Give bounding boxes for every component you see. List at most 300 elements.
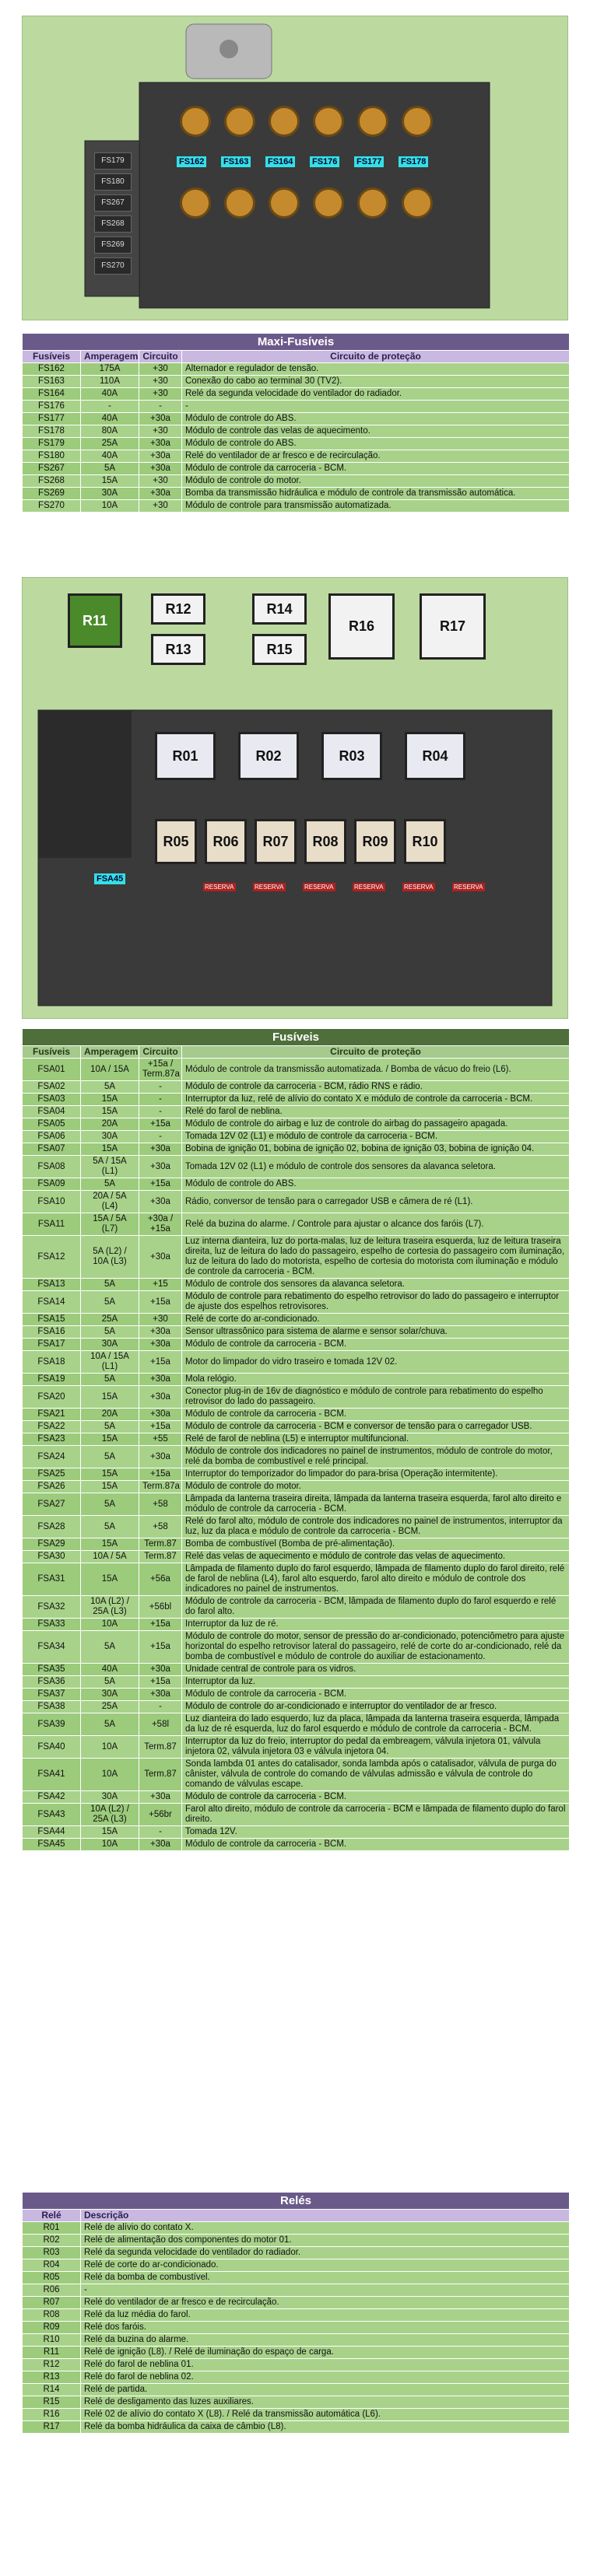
table-cell: +30a [139, 463, 182, 475]
table-cell: FSA22 [23, 1421, 81, 1433]
table-row [23, 1314, 570, 1326]
small-fuse-label: FS180 [94, 173, 132, 191]
relay-r07: R07 [255, 819, 297, 864]
table-cell: R10 [23, 2334, 81, 2347]
table-cell: +30a [139, 1446, 182, 1468]
table-row [23, 1178, 570, 1191]
table-cell: 5A [81, 1421, 139, 1433]
table-cell: +15a [139, 1631, 182, 1664]
relay-r17: R17 [420, 593, 486, 660]
table-cell: +30a [139, 1689, 182, 1701]
maxi-fuse-bolt-icon [402, 106, 433, 137]
table-row [23, 413, 570, 425]
table-row [23, 1538, 570, 1551]
table-cell: FSA13 [23, 1279, 81, 1291]
table-cell: Luz interna dianteira, luz do porta-malas, luz de leitura traseira esquerda, luz de leitura traseira direita, luz de leitura do lado do passageiro, espelho de cortesia do passageiro com iluminação, luz de leitura do lado do motorista, espelho de cortesia do motorista com iluminação e módulo de controle da carroceria - BCM. [182, 1236, 570, 1279]
table-cell: +15a [139, 1351, 182, 1374]
relay-r15: R15 [252, 634, 307, 665]
table-cell: 10A / 5A [81, 1551, 139, 1563]
col-header: Circuito de proteção [182, 351, 570, 363]
table-cell: +30a [139, 1664, 182, 1676]
relay-r16: R16 [328, 593, 395, 660]
table-row [23, 1516, 570, 1538]
table-cell: 40A [81, 388, 139, 401]
maxi-fuse-bolt-icon [224, 106, 255, 137]
table-row [23, 1118, 570, 1131]
table-cell: FSA01 [23, 1059, 81, 1081]
table-cell: R05 [23, 2272, 81, 2284]
table-row [23, 2259, 570, 2272]
table-row [23, 500, 570, 513]
table-cell: +30a [139, 1409, 182, 1421]
table-cell: Módulo de controle da carroceria - BCM. [182, 1689, 570, 1701]
table-cell: FS162 [23, 363, 81, 376]
table-cell: 5A [81, 463, 139, 475]
table-cell: 5A [81, 1291, 139, 1314]
reserva-label: RESERVA [454, 884, 483, 891]
table-cell: +30a [139, 1374, 182, 1386]
table-cell: Módulo de controle dos indicadores no painel de instrumentos, módulo de controle do motor, relé da bomba de combustível e relé principal. [182, 1446, 570, 1468]
table-cell: 10A [81, 1736, 139, 1759]
table-cell: - [139, 1701, 182, 1713]
table-row [23, 2222, 570, 2235]
maxi-fuse-bolt-icon [269, 106, 300, 137]
table-cell: FSA12 [23, 1236, 81, 1279]
table-row [23, 1339, 570, 1351]
table-cell: Interruptor da luz do freio, interruptor do pedal da embreagem, válvula injetora 01, válvula injetora 02, válvula injetora 03 e válvula injetora 04. [182, 1736, 570, 1759]
relay-r04: R04 [405, 732, 465, 780]
maxi-fuse-bolt-icon [180, 106, 211, 137]
table-cell: +56br [139, 1804, 182, 1826]
small-fuse-label: FS270 [94, 257, 132, 275]
table-cell: Relé das velas de aquecimento e módulo de controle das velas de aquecimento. [182, 1551, 570, 1563]
table-cell: R11 [23, 2347, 81, 2359]
table-cell: +56bl [139, 1596, 182, 1619]
table-cell: +15a [139, 1118, 182, 1131]
table-cell: R04 [23, 2259, 81, 2272]
table-cell: - [182, 401, 570, 413]
table-cell: Módulo de controle do motor. [182, 1481, 570, 1493]
table-cell: +30a [139, 1791, 182, 1804]
table-cell: 10A (L2) / 25A (L3) [81, 1596, 139, 1619]
table-cell: Tomada 12V 02 (L1) e módulo de controle da carroceria - BCM. [182, 1131, 570, 1143]
col-header: Amperagem [81, 1046, 139, 1059]
table-cell: 5A [81, 1446, 139, 1468]
fuses-table [22, 1028, 570, 1851]
table-cell: 10A / 15A [81, 1059, 139, 1081]
table-cell: 15A / 5A (L7) [81, 1213, 139, 1236]
table-row [23, 1468, 570, 1481]
table-cell: 5A [81, 1279, 139, 1291]
col-header: Fusíveis [23, 1046, 81, 1059]
table-cell: 30A [81, 1339, 139, 1351]
table-cell: 5A [81, 1676, 139, 1689]
table-cell: 10A [81, 1759, 139, 1791]
table-row [23, 2334, 570, 2347]
maxi-fuse-bolt-icon [313, 187, 344, 219]
relays-table-title: Relés [23, 2193, 570, 2210]
table-cell: 5A / 15A (L1) [81, 1156, 139, 1178]
table-row [23, 1619, 570, 1631]
table-row [23, 1236, 570, 1279]
table-cell: - [81, 2284, 570, 2297]
table-cell: +30 [139, 376, 182, 388]
table-row [23, 1551, 570, 1563]
table-cell: Relé de alimentação dos componentes do motor 01. [81, 2235, 570, 2247]
table-cell: - [139, 1131, 182, 1143]
table-cell: FSA17 [23, 1339, 81, 1351]
table-cell: Relé do farol alto, módulo de controle dos indicadores no painel de instrumentos, interruptor da luz, luz da placa e módulo de controle da carroceria - BCM. [182, 1516, 570, 1538]
relay-r02: R02 [238, 732, 299, 780]
table-cell: 15A [81, 1143, 139, 1156]
table-cell: FSA44 [23, 1826, 81, 1839]
table-cell: +30a [139, 1156, 182, 1178]
relay-r01: R01 [155, 732, 216, 780]
table-cell: Sonda lambda 01 antes do catalisador, sonda lambda após o catalisador, válvula de purga do cânister, válvula de controle do comando de válvulas admissão e válvula de controle do comando de válvulas escape. [182, 1759, 570, 1791]
table-cell: Motor do limpador do vidro traseiro e tomada 12V 02. [182, 1351, 570, 1374]
table-cell: Módulo de controle para transmissão automatizada. [182, 500, 570, 513]
table-cell: 80A [81, 425, 139, 438]
table-row [23, 401, 570, 413]
table-cell: Módulo de controle do ABS. [182, 1178, 570, 1191]
table-cell: +30a [139, 1143, 182, 1156]
table-cell: 15A [81, 1106, 139, 1118]
table-cell: Módulo de controle do ABS. [182, 413, 570, 425]
reserva-label: RESERVA [354, 884, 384, 891]
table-cell: FSA14 [23, 1291, 81, 1314]
table-row [23, 2309, 570, 2322]
table-cell: 20A / 5A (L4) [81, 1191, 139, 1213]
table-cell: Tomada 12V 02 (L1) e módulo de controle dos sensores da alavanca seletora. [182, 1156, 570, 1178]
table-cell: 10A (L2) / 25A (L3) [81, 1804, 139, 1826]
table-cell: 30A [81, 488, 139, 500]
table-row [23, 488, 570, 500]
table-cell: FSA32 [23, 1596, 81, 1619]
relay-r08: R08 [304, 819, 346, 864]
maxi-fuses-table [22, 333, 570, 513]
maxi-fuse-bolt-icon [357, 106, 388, 137]
table-cell: Módulo de controle do airbag e luz de controle do airbag do passageiro apagada. [182, 1118, 570, 1131]
table-row [23, 1059, 570, 1081]
table-cell: +30a [139, 450, 182, 463]
table-cell: Bobina de ignição 01, bobina de ignição 02, bobina de ignição 03, bobina de ignição 04. [182, 1143, 570, 1156]
table-cell: Relé do ventilador de ar fresco e de recirculação. [182, 450, 570, 463]
table-row [23, 2396, 570, 2409]
table-cell: FSA08 [23, 1156, 81, 1178]
table-row [23, 1759, 570, 1791]
table-cell: Farol alto direito, módulo de controle da carroceria - BCM e lâmpada de filamento duplo do farol direito. [182, 1804, 570, 1826]
table-cell: +58 [139, 1493, 182, 1516]
relay-r09: R09 [354, 819, 396, 864]
table-cell: - [81, 401, 139, 413]
small-fuse-label: FS268 [94, 215, 132, 233]
table-row [23, 1791, 570, 1804]
table-cell: R14 [23, 2384, 81, 2396]
table-cell: 15A [81, 1094, 139, 1106]
table-cell: Relé dos faróis. [81, 2322, 570, 2334]
table-row [23, 1421, 570, 1433]
table-cell: FSA26 [23, 1481, 81, 1493]
table-cell: Relé da bomba hidráulica da caixa de câmbio (L8). [81, 2421, 570, 2434]
table-row [23, 1493, 570, 1516]
table-row [23, 376, 570, 388]
table-cell: Interruptor da luz, relé de alívio do contato X e módulo de controle da carroceria - BCM. [182, 1094, 570, 1106]
table-cell: +15a / Term.87a [139, 1059, 182, 1081]
table-row [23, 2371, 570, 2384]
table-cell: FSA30 [23, 1551, 81, 1563]
table-cell: Módulo de controle do ABS. [182, 438, 570, 450]
table-cell: Módulo de controle para rebatimento do espelho retrovisor do lado do passageiro e interruptor de ajuste dos espelhos retrovisores. [182, 1291, 570, 1314]
table-cell: +15a [139, 1619, 182, 1631]
table-cell: FSA28 [23, 1516, 81, 1538]
table-cell: Módulo de controle dos sensores da alavanca seletora. [182, 1279, 570, 1291]
table-cell: +30a [139, 1236, 182, 1279]
table-row [23, 2359, 570, 2371]
relay-r03: R03 [321, 732, 382, 780]
table-cell: 15A [81, 1468, 139, 1481]
table-row [23, 1701, 570, 1713]
table-cell: Tomada 12V. [182, 1826, 570, 1839]
reserva-label: RESERVA [255, 884, 284, 891]
table-cell: - [139, 1081, 182, 1094]
table-row [23, 2235, 570, 2247]
table-cell: Relé da buzina do alarme. [81, 2334, 570, 2347]
table-cell: Sensor ultrassônico para sistema de alarme e sensor solar/chuva. [182, 1326, 570, 1339]
small-fuse-label: FS269 [94, 236, 132, 254]
table-row [23, 1481, 570, 1493]
table-row [23, 438, 570, 450]
table-row [23, 1804, 570, 1826]
table-cell: Relé do farol de neblina. [182, 1106, 570, 1118]
table-cell: FSA31 [23, 1563, 81, 1596]
small-fuse-label: FS267 [94, 194, 132, 212]
maxi-fuse-bolt-icon [269, 187, 300, 219]
table-cell: FSA29 [23, 1538, 81, 1551]
table-row [23, 2247, 570, 2259]
maxi-fuse-bolt-icon [180, 187, 211, 219]
table-row [23, 1191, 570, 1213]
table-cell: 5A [81, 1326, 139, 1339]
table-cell: Unidade central de controle para os vidros. [182, 1664, 570, 1676]
table-cell: FSA42 [23, 1791, 81, 1804]
table-cell: - [139, 1106, 182, 1118]
table-cell: +58l [139, 1713, 182, 1736]
table-row [23, 2284, 570, 2297]
table-cell: 25A [81, 438, 139, 450]
table-cell: R12 [23, 2359, 81, 2371]
table-row [23, 1433, 570, 1446]
table-cell: R03 [23, 2247, 81, 2259]
table-cell: FSA25 [23, 1468, 81, 1481]
col-header: Circuito de proteção [182, 1046, 570, 1059]
table-row [23, 475, 570, 488]
table-cell: FSA24 [23, 1446, 81, 1468]
table-cell: 30A [81, 1689, 139, 1701]
table-cell: Term.87 [139, 1759, 182, 1791]
table-row [23, 1563, 570, 1596]
table-cell: Relé do farol de neblina 01. [81, 2359, 570, 2371]
table-cell: FSA09 [23, 1178, 81, 1191]
table-row [23, 388, 570, 401]
table-cell: FSA11 [23, 1213, 81, 1236]
table-cell: FSA38 [23, 1701, 81, 1713]
col-header: Fusíveis [23, 351, 81, 363]
table-row [23, 1839, 570, 1851]
table-cell: FS180 [23, 450, 81, 463]
table-cell: 15A [81, 1538, 139, 1551]
table-cell: R13 [23, 2371, 81, 2384]
table-cell: 25A [81, 1314, 139, 1326]
maxi-fuse-label: FS163 [221, 156, 251, 167]
table-row [23, 2409, 570, 2421]
table-cell: FSA35 [23, 1664, 81, 1676]
table-cell: R07 [23, 2297, 81, 2309]
maxi-table-title: Maxi-Fusíveis [23, 334, 570, 351]
table-cell: +30a [139, 1326, 182, 1339]
table-row [23, 2384, 570, 2396]
table-cell: Bomba de combustível (Bomba de pré-alimentação). [182, 1538, 570, 1551]
table-cell: +15a [139, 1468, 182, 1481]
table-cell: 20A [81, 1409, 139, 1421]
table-cell: 10A [81, 1619, 139, 1631]
table-row [23, 1596, 570, 1619]
table-cell: +56a [139, 1563, 182, 1596]
table-cell: Módulo de controle da carroceria - BCM. [182, 1339, 570, 1351]
relay-r13: R13 [151, 634, 205, 665]
table-cell: Relé de ignição (L8). / Relé de iluminação do espaço de carga. [81, 2347, 570, 2359]
table-row [23, 1689, 570, 1701]
table-cell: FS179 [23, 438, 81, 450]
table-row [23, 2297, 570, 2309]
table-row [23, 363, 570, 376]
table-cell: Módulo de controle do ar-condicionado e interruptor do ventilador de ar fresco. [182, 1701, 570, 1713]
table-cell: +30a / +15a [139, 1213, 182, 1236]
table-row [23, 1143, 570, 1156]
table-row [23, 450, 570, 463]
table-cell: FSA18 [23, 1351, 81, 1374]
table-cell: Term.87 [139, 1736, 182, 1759]
table-cell: Módulo de controle das velas de aquecimento. [182, 425, 570, 438]
table-cell: FSA43 [23, 1804, 81, 1826]
table-cell: Módulo de controle do motor, sensor de pressão do ar-condicionado, potenciômetro para ajuste horizontal do espelho retrovisor lateral do passageiro, relé de corte do ar-condicionado, relé da bomba de combustível e módulo de controle do auxiliar de estacionamento. [182, 1631, 570, 1664]
relay-r11: R11 [68, 593, 122, 648]
table-cell: R01 [23, 2222, 81, 2235]
table-cell: FSA33 [23, 1619, 81, 1631]
table-cell: 40A [81, 450, 139, 463]
table-cell: FS177 [23, 413, 81, 425]
maxi-fuse-label: FS164 [265, 156, 295, 167]
table-cell: FSA15 [23, 1314, 81, 1326]
col-header: Circuito [139, 351, 182, 363]
table-cell: FS269 [23, 488, 81, 500]
relay-r12: R12 [151, 593, 205, 625]
table-cell: FSA45 [23, 1839, 81, 1851]
table-cell: FS268 [23, 475, 81, 488]
fsa45-label: FSA45 [94, 873, 125, 884]
table-cell: Term.87a [139, 1481, 182, 1493]
table-row [23, 1156, 570, 1178]
table-cell: 25A [81, 1701, 139, 1713]
table-cell: FSA05 [23, 1118, 81, 1131]
table-row [23, 1676, 570, 1689]
table-cell: Relé do ventilador de ar fresco e de recirculação. [81, 2297, 570, 2309]
table-cell: +15a [139, 1291, 182, 1314]
reserva-label: RESERVA [304, 884, 334, 891]
table-cell: 5A [81, 1081, 139, 1094]
relay-r06: R06 [205, 819, 247, 864]
relay-r05: R05 [155, 819, 197, 864]
maxi-fuse-label: FS162 [177, 156, 206, 167]
table-cell: 15A [81, 1386, 139, 1409]
col-header: Relé [23, 2210, 81, 2222]
table-cell: 10A [81, 1839, 139, 1851]
table-row [23, 1106, 570, 1118]
table-cell: Relé de partida. [81, 2384, 570, 2396]
table-cell: FS163 [23, 376, 81, 388]
table-cell: +30a [139, 1386, 182, 1409]
table-cell: Módulo de controle da carroceria - BCM, lâmpada de filamento duplo do farol esquerdo e relé do farol alto. [182, 1596, 570, 1619]
table-row [23, 2322, 570, 2334]
maxi-fuse-box-image [22, 16, 568, 320]
table-cell: +30a [139, 1839, 182, 1851]
table-cell: FSA37 [23, 1689, 81, 1701]
table-cell: FSA27 [23, 1493, 81, 1516]
table-cell: Luz dianteira do lado esquerdo, luz da placa, lâmpada da lanterna traseira esquerda, lâmpada da luz de ré esquerda, luz do farol esquerdo e módulo de controle da carroceria - BCM. [182, 1713, 570, 1736]
table-cell: +30 [139, 1314, 182, 1326]
table-cell: Term.87 [139, 1551, 182, 1563]
table-cell: Relé de desligamento das luzes auxiliares. [81, 2396, 570, 2409]
table-cell: Conexão do cabo ao terminal 30 (TV2). [182, 376, 570, 388]
table-cell: 15A [81, 1826, 139, 1839]
table-cell: FSA40 [23, 1736, 81, 1759]
reserva-label: RESERVA [205, 884, 234, 891]
table-cell: +30a [139, 413, 182, 425]
table-cell: Módulo de controle da carroceria - BCM. [182, 1791, 570, 1804]
table-row [23, 1326, 570, 1339]
table-row [23, 1094, 570, 1106]
table-cell: FSA03 [23, 1094, 81, 1106]
table-row [23, 1446, 570, 1468]
table-cell: FS176 [23, 401, 81, 413]
table-cell: 5A [81, 1516, 139, 1538]
table-cell: R09 [23, 2322, 81, 2334]
table-cell: Alternador e regulador de tensão. [182, 363, 570, 376]
table-cell: 15A [81, 1481, 139, 1493]
table-cell: 5A [81, 1493, 139, 1516]
table-cell: FSA20 [23, 1386, 81, 1409]
table-cell: +30 [139, 388, 182, 401]
table-cell: +15a [139, 1676, 182, 1689]
table-cell: Interruptor da luz. [182, 1676, 570, 1689]
table-cell: Módulo de controle da carroceria - BCM. [182, 463, 570, 475]
maxi-fuse-label: FS178 [399, 156, 428, 167]
table-cell: FSA10 [23, 1191, 81, 1213]
table-cell: +30a [139, 488, 182, 500]
table-cell: 5A [81, 1713, 139, 1736]
table-cell: FSA34 [23, 1631, 81, 1664]
table-row [23, 1351, 570, 1374]
table-cell: 30A [81, 1791, 139, 1804]
table-cell: Relé de alívio do contato X. [81, 2222, 570, 2235]
table-cell: Mola relógio. [182, 1374, 570, 1386]
relay-r10: R10 [404, 819, 446, 864]
table-cell: Relé da segunda velocidade do ventilador do radiador. [182, 388, 570, 401]
table-cell: +55 [139, 1433, 182, 1446]
maxi-fuse-label: FS176 [310, 156, 339, 167]
table-cell: R17 [23, 2421, 81, 2434]
table-cell: Lâmpada de filamento duplo do farol esquerdo, lâmpada de filamento duplo do farol direito, relé de farol de neblina (L4), farol alto esquerdo, farol alto direito e módulo de controle dos indicadores no painel de instrumentos. [182, 1563, 570, 1596]
table-cell: FS164 [23, 388, 81, 401]
